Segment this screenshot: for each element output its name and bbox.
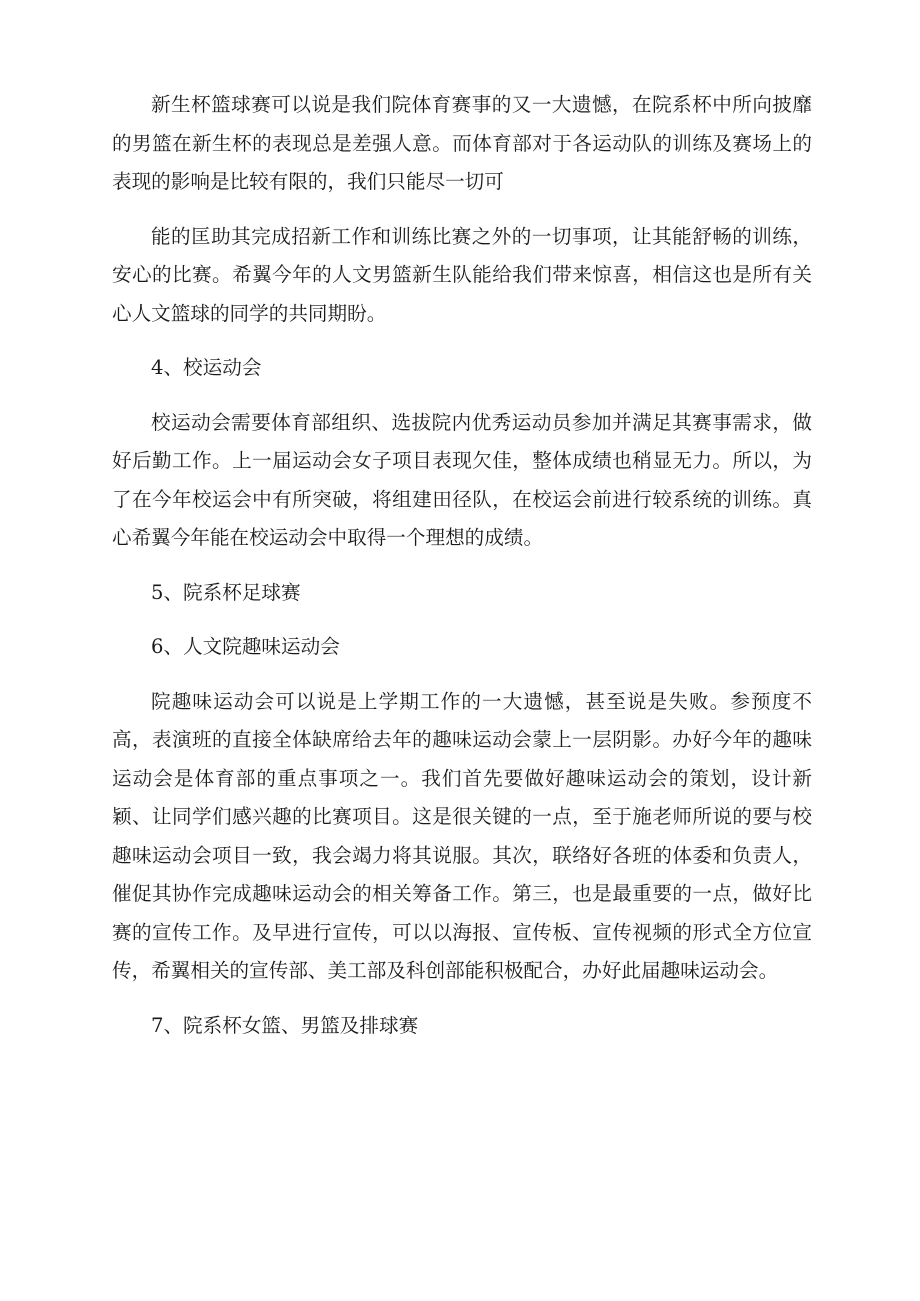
heading-basketball-volleyball-cup: 7、院系杯女篮、男篮及排球赛 bbox=[151, 1013, 419, 1037]
paragraph-fun-sports-meet: 院趣味运动会可以说是上学期工作的一大遗憾，甚至说是失败。参预度不高，表演班的直接全体缺席给去年的趣味运动会蒙上一层阴影。办好今年的趣味运动会是体育部的重点事项之一。我们首先要做好趣味运动会的策划，设计新颖、让同学们感兴趣的比赛项目。这是很关键的一点，至于施老师所说的要与校趣味运动会项目一致，我会竭力将其说服。其次，联络好各班的体委和负责人，催促其协作完成趣味运动会的相关筹备工作。第三，也是最重要的一点，做好比赛的宣传工作。及早进行宣传，可以以海报、宣传板、宣传视频的形式全方位宣传，希翼相关的宣传部、美工部及科创部能积极配合，办好此届趣味运动会。 bbox=[112, 689, 812, 982]
heading-football-cup: 5、院系杯足球赛 bbox=[151, 580, 301, 604]
heading-school-sports-meet: 4、校运动会 bbox=[151, 356, 262, 379]
paragraph-school-sports-meet: 校运动会需要体育部组织、选拔院内优秀运动员参加并满足其赛事需求，做好后勤工作。上一届运动会女子项目表现欠佳，整体成绩也稍显无力。所以，为了在今年校运会中有所突破，将组建田径队，在校运会前进行较系统的训练。真心希翼今年能在校运动会中取得一个理想的成绩。 bbox=[112, 410, 812, 549]
document-body bbox=[112, 86, 812, 1061]
paragraph-freshman-cup-continued: 能的匡助其完成招新工作和训练比赛之外的一切事项，让其能舒畅的训练，安心的比赛。希翼今年的人文男篮新生队能给我们带来惊喜，相信这也是所有关心人文篮球的同学的共同期盼。 bbox=[112, 224, 812, 325]
heading-fun-sports-meet: 6、人文院趣味运动会 bbox=[151, 635, 340, 658]
paragraph-freshman-cup: 新生杯篮球赛可以说是我们院体育赛事的又一大遗憾，在院系杯中所向披靡的男篮在新生杯的表现总是差强人意。而体育部对于各运动队的训练及赛场上的表现的影响是比较有限的，我们只能尽一切可 bbox=[112, 93, 812, 193]
